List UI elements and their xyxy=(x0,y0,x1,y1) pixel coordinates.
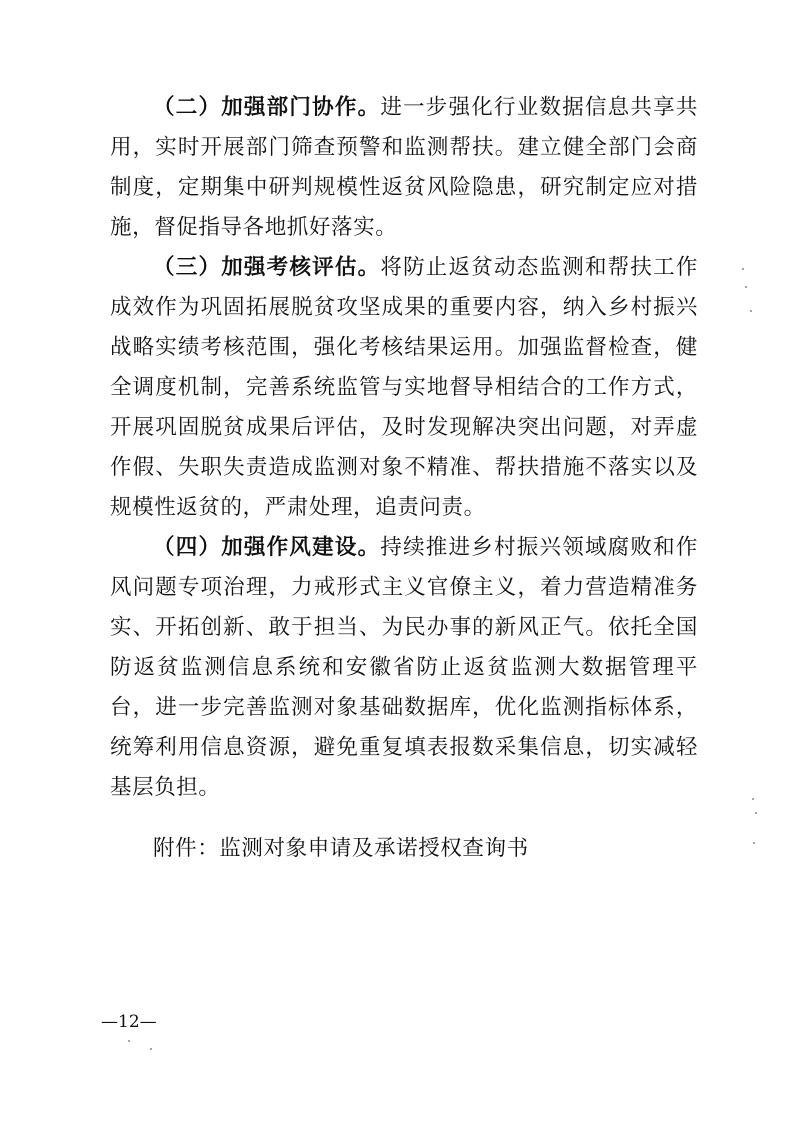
section-4-paragraph xyxy=(110,528,698,808)
attachment-line: 附件：监测对象申请及承诺授权查询书 xyxy=(153,836,529,861)
section-3-heading: （三）加强考核评估。 xyxy=(153,255,381,280)
scan-speck xyxy=(150,1048,152,1050)
section-2-text: 进一步强化行业数据信息共享共用，实时开展部门筛查预警和监测帮扶。建立健全部门会商制度，定期集中研判规模性返贫风险隐患，研究制定应对措施，督促指导各地抓好落实。 xyxy=(110,95,698,240)
section-2-paragraph xyxy=(110,88,698,248)
section-4-text: 持续推进乡村振兴领域腐败和作风问题专项治理，力戒形式主义官僚主义，着力营造精准务实、开拓创新、敢于担当、为民办事的新风正气。依托全国防返贫监测信息系统和安徽省防止返贫监测大数据管理平台，进一步完善监测对象基础数据库，优化监测指标体系，统筹利用信息资源，避免重复填表报数采集信息，切实减轻基层负担。 xyxy=(110,535,698,800)
section-4-heading: （四）加强作风建设。 xyxy=(153,535,381,560)
scan-speck xyxy=(755,812,757,814)
scan-speck xyxy=(750,310,752,312)
section-3-paragraph xyxy=(110,248,698,528)
scan-speck xyxy=(752,798,754,800)
page-number: —12— xyxy=(101,1012,157,1032)
section-2-heading: （二）加强部门协作。 xyxy=(153,95,381,120)
document-body xyxy=(110,88,698,869)
scan-speck xyxy=(128,1040,130,1042)
scan-speck xyxy=(742,268,744,270)
scan-speck xyxy=(745,286,747,288)
section-3-text: 将防止返贫动态监测和帮扶工作成效作为巩固拓展脱贫攻坚成果的重要内容，纳入乡村振兴战略实绩考核范围，强化考核结果运用。加强监督检查，健全调度机制，完善系统监管与实地督导相结合的工作方式，开展巩固脱贫成果后评估，及时发现解决突出问题，对弄虚作假、失职失责造成监测对象不精准、帮扶措施不落实以及规模性返贫的，严肃处理，追责问责。 xyxy=(110,255,698,520)
scan-speck xyxy=(753,842,755,844)
